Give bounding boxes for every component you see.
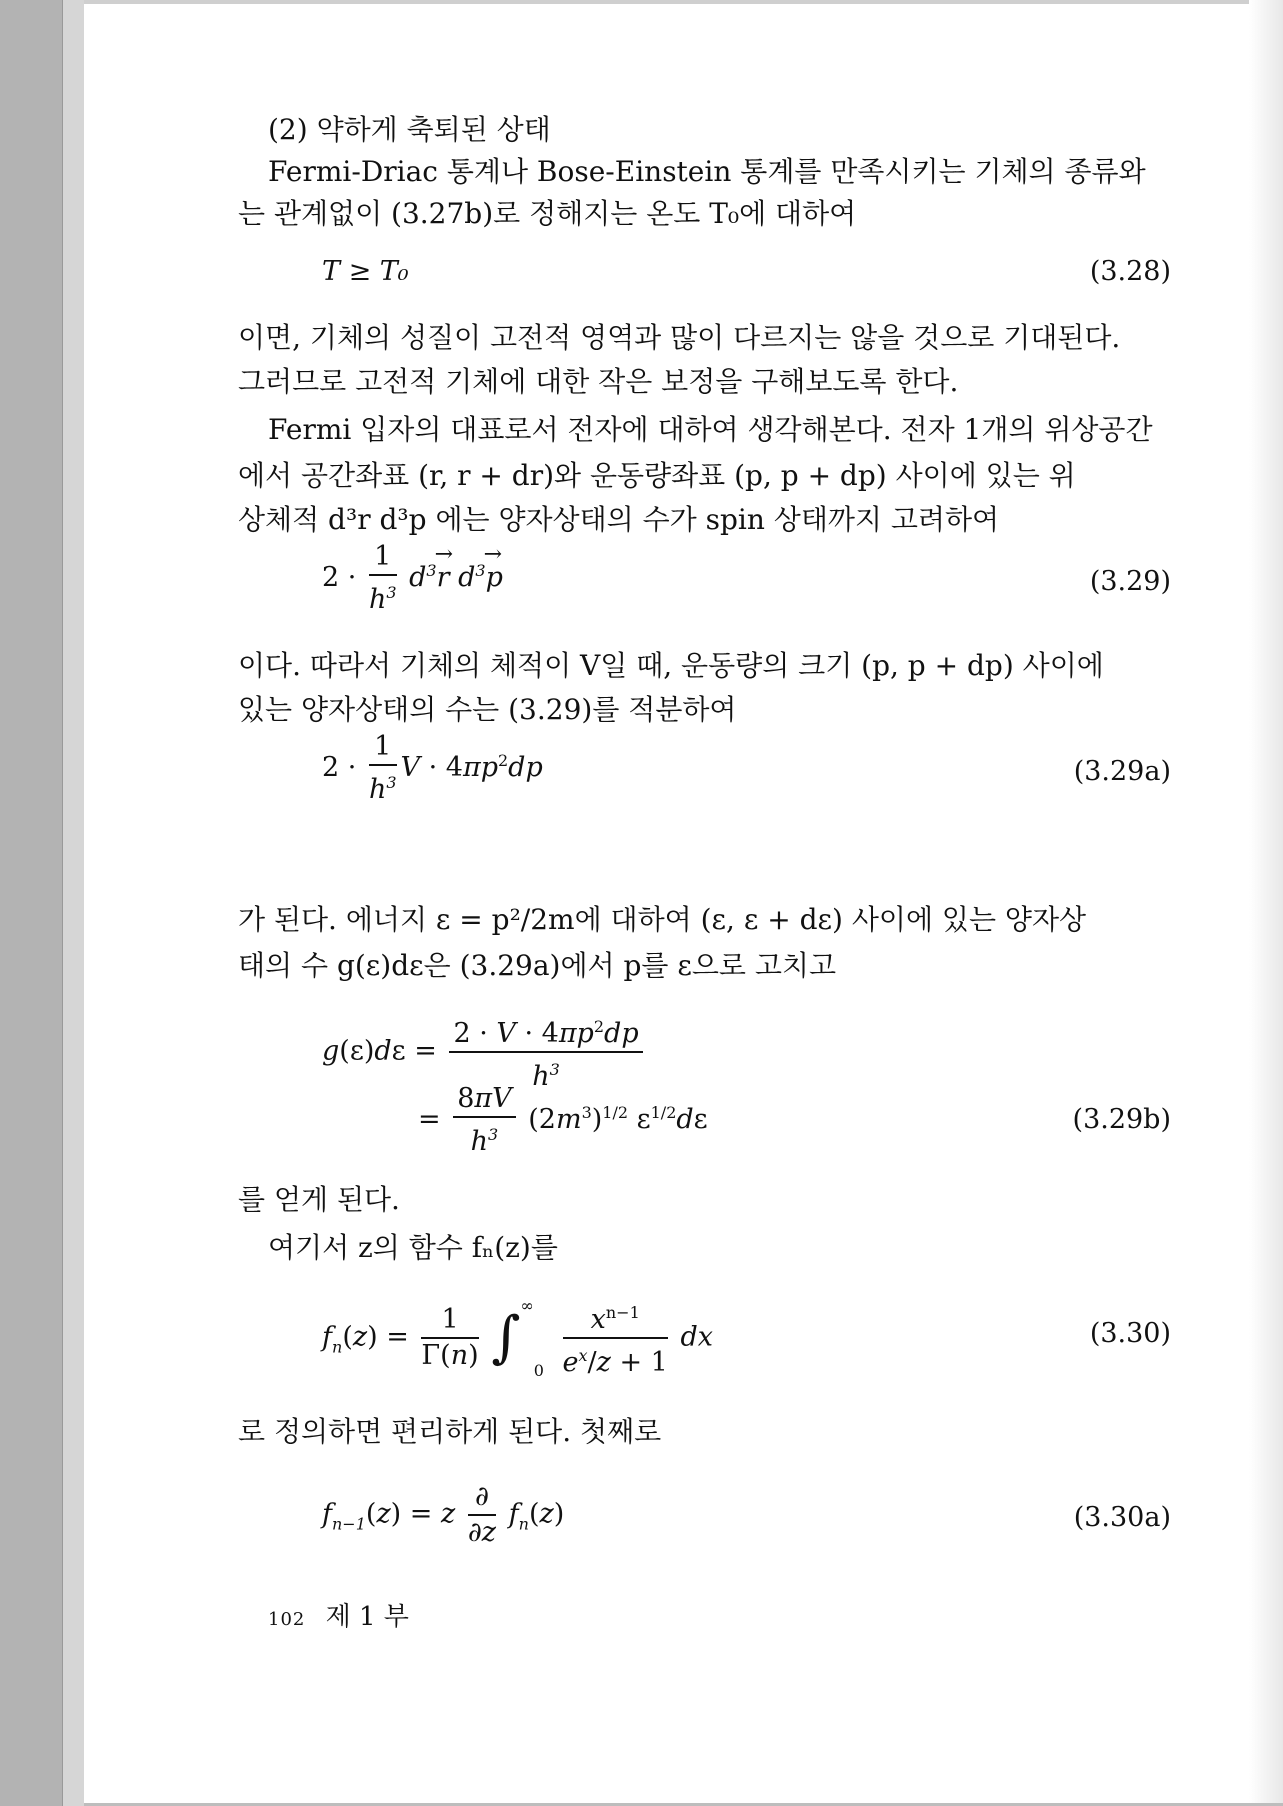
paragraph-2-line-2: 그러므로 고전적 기체에 대한 작은 보정을 구해보도록 한다. [238,365,959,398]
equation-3-29b-line-2: = $\frac{8\pi V}{h^3}$ $(2m^3)^{1/2}$ $\varepsilon^{1/2}d\varepsilon$ [418,1083,708,1157]
paragraph-8-line-1: 로 정의하면 편리하게 된다. 첫째로 [238,1415,662,1448]
paragraph-5-line-1: 가 된다. 에너지 ε = p²/2m에 대하여 (ε, ε + dε) 사이에 있는 양자상 [238,903,1087,936]
paragraph-3-line-1: Fermi 입자의 대표로서 전자에 대하여 생각해본다. 전자 1개의 위상공간 [268,413,1153,446]
paragraph-6-line-1: 를 얻게 된다. [238,1183,400,1216]
equation-number-3-29: (3.29) [1089,566,1171,597]
equation-3-29: 2 · $\frac{1}{h^3}$ $d^3\to r$ $d^3\to p$ [322,540,503,617]
equation-number-3-28: (3.28) [1089,256,1171,287]
equation-3-30: $f_n(z)$ = $\frac{1}{\Gamma(n)}$ ∫∞0 $\frac{x^{n-1}}{e^x/z + 1}$ dx [322,1296,713,1380]
page-right-edge [1249,0,1283,1806]
paragraph-5-line-2: 태의 수 g(ε)dε은 (3.29a)에서 p를 ε으로 고치고 [238,949,837,982]
equation-number-3-29a: (3.29a) [1073,756,1171,787]
paragraph-3-line-2: 에서 공간좌표 (r, r + dr)와 운동량좌표 (p, p + dp) 사이에 있는 위 [238,459,1076,492]
equation-number-3-30a: (3.30a) [1073,1502,1171,1533]
equation-3-29a: 2 · $\frac{1}{h^3}$ $V \cdot 4\pi p^2dp$ [322,731,543,805]
paragraph-1-line-1: Fermi-Driac 통계나 Bose-Einstein 통계를 만족시키는 기체의 종류와 [268,155,1146,188]
equation-3-29b-line-1: g(ε)dε = $\frac{2 \cdot V \cdot 4\pi p^2dp}{h^3}$ [322,1010,647,1094]
equation-number-3-30: (3.30) [1089,1318,1171,1349]
page-number: 102 [268,1609,306,1630]
section-heading: (2) 약하게 축퇴된 상태 [268,113,551,146]
paragraph-4-line-2: 있는 양자상태의 수는 (3.29)를 적분하여 [238,693,737,726]
paragraph-1-line-2: 는 관계없이 (3.27b)로 정해지는 온도 T₀에 대하여 [238,197,857,230]
paragraph-3-line-3: 상체적 d³r d³p 에는 양자상태의 수가 spin 상태까지 고려하여 [238,503,1000,536]
page-footer [268,1596,409,1633]
paragraph-7-line-1: 여기서 z의 함수 fₙ(z)를 [268,1231,558,1264]
paragraph-2-line-1: 이면, 기체의 성질이 고전적 영역과 많이 다르지는 않을 것으로 기대된다. [238,321,1121,354]
paragraph-4-line-1: 이다. 따라서 기체의 체적이 V일 때, 운동량의 크기 (p, p + dp) 사이에 [238,649,1104,682]
book-spine-edge [0,0,86,1806]
equation-number-3-29b: (3.29b) [1072,1104,1171,1135]
part-label: 제 1 부 [325,1602,409,1632]
equation-3-28: T ≥ T₀ [322,256,409,287]
equation-3-30a: $f_{n-1}(z) = z$ $\frac{\partial}{\partial z}$ $f_n(z)$ [322,1481,565,1548]
